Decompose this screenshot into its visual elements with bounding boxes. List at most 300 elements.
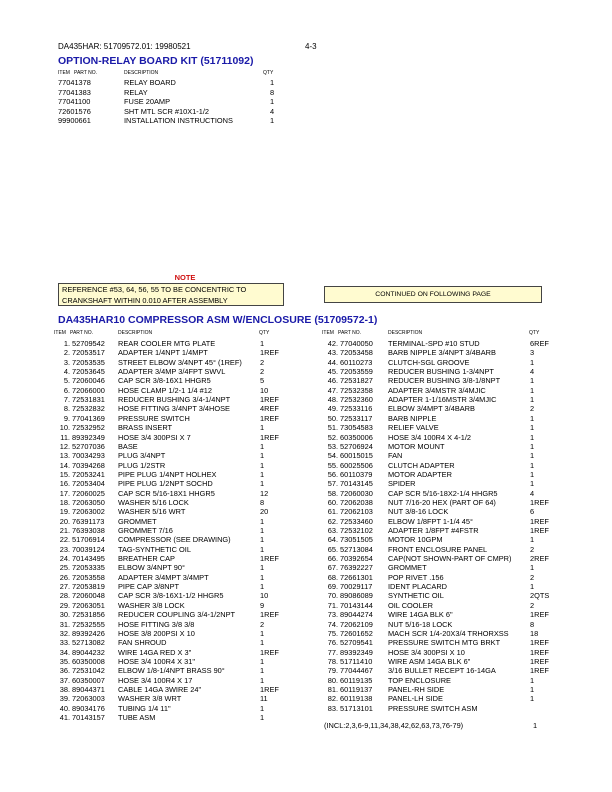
- cell-item: 68.: [327, 572, 338, 582]
- cell-qty: 4: [270, 106, 275, 116]
- table-row: [322, 348, 557, 357]
- cell-qty: 1REF: [260, 610, 279, 620]
- cell-qty: 1: [260, 666, 265, 676]
- cell-part: 77041369: [72, 413, 105, 423]
- cell-part: 72063002: [72, 507, 105, 517]
- cell-desc: FAN: [388, 451, 403, 461]
- cell-item: 52.: [327, 432, 338, 442]
- cell-desc: ADAPTER 3/4MPT 3/4MPT: [118, 572, 209, 582]
- cell-item: 53.: [327, 441, 338, 451]
- table-row: [322, 358, 557, 367]
- table-row: [54, 573, 289, 582]
- cell-part: 77041100: [58, 97, 91, 106]
- cell-part: 72053558: [72, 572, 105, 582]
- cell-qty: 2: [530, 572, 535, 582]
- note-label: NOTE: [174, 273, 196, 282]
- cell-item: 79.: [327, 666, 338, 676]
- cell-part: 89086089: [340, 591, 373, 601]
- table-row: [322, 507, 557, 516]
- cell-qty: 1REF: [260, 647, 279, 657]
- cell-qty: 1: [260, 656, 265, 666]
- cell-part: 60110273: [340, 357, 373, 367]
- cell-desc: PLUG 1/2STR: [118, 460, 166, 470]
- cell-item: 65.: [327, 544, 338, 554]
- cell-qty: 1: [530, 385, 535, 395]
- cell-part: 72062109: [340, 619, 373, 629]
- cell-part: 70034293: [72, 451, 105, 461]
- cell-desc: WASHER 5/16 LOCK: [118, 497, 189, 507]
- cell-part: 72053241: [72, 469, 105, 479]
- table-row: [322, 676, 557, 685]
- cell-qty: 1REF: [530, 497, 549, 507]
- cell-desc: REDUCER COUPLING 3/4-1/2NPT: [118, 610, 236, 620]
- cell-part: 72053404: [72, 479, 105, 489]
- table-row: [322, 339, 557, 348]
- table-row: [54, 620, 289, 629]
- cell-item: 34.: [59, 647, 70, 657]
- cell-desc: REDUCER BUSHING 3/4-1/4NPT: [118, 395, 231, 405]
- cell-desc: HOSE 3/4 100R4 X 31": [118, 656, 195, 666]
- cell-qty: 1: [270, 97, 275, 106]
- cell-part: 72532358: [340, 385, 373, 395]
- table-row: [54, 545, 289, 554]
- cell-item: 55.: [327, 460, 338, 470]
- cell-part: 72531827: [340, 376, 373, 386]
- cell-item: 20.: [59, 516, 70, 526]
- document-id: DA435HAR: 51709572.01: 19980521: [58, 42, 191, 51]
- cell-item: 26.: [59, 572, 70, 582]
- cell-part: 51713101: [340, 703, 373, 713]
- cell-desc: SYNTHETIC OIL: [388, 591, 444, 601]
- cell-desc: ADAPTER 1/4NPT 1/4MPT: [118, 348, 208, 358]
- table-row: [54, 507, 289, 516]
- table-row: [322, 601, 557, 610]
- table-row: [54, 535, 289, 544]
- cell-qty: 1: [260, 582, 265, 592]
- cell-item: 37.: [59, 675, 70, 685]
- table-row: [54, 470, 289, 479]
- cell-qty: 2QTS: [530, 591, 550, 601]
- table-row: [322, 573, 557, 582]
- cell-item: 16.: [59, 479, 70, 489]
- cell-item: 70.: [327, 591, 338, 601]
- cell-desc: COMPRESSOR (SEE DRAWING): [118, 535, 231, 545]
- table-row: [54, 479, 289, 488]
- col-item: ITEM: [54, 330, 66, 336]
- document-header: [58, 42, 317, 51]
- table-row: [54, 517, 289, 526]
- cell-desc: HOSE 3/4 300PSI X 10: [388, 647, 465, 657]
- table-row: [54, 451, 289, 460]
- table-row: [322, 704, 557, 713]
- cell-item: 36.: [59, 666, 70, 676]
- cell-qty: 1: [530, 694, 535, 704]
- table-row: [322, 526, 557, 535]
- cell-item: 48.: [327, 395, 338, 405]
- cell-item: 62.: [327, 516, 338, 526]
- cell-desc: CLUTCH ADAPTER: [388, 460, 455, 470]
- cell-part: 60015015: [340, 451, 373, 461]
- cell-part: 72062038: [340, 497, 373, 507]
- cell-part: 72532952: [72, 423, 105, 433]
- table-row: [322, 666, 557, 675]
- cell-qty: 4: [530, 367, 535, 377]
- cell-qty: 1: [260, 713, 265, 722]
- cell-part: 60119138: [340, 694, 373, 704]
- footnote-row: [324, 721, 554, 730]
- cell-desc: CLUTCH-SGL GROOVE: [388, 357, 470, 367]
- cell-item: 6.: [63, 385, 70, 395]
- cell-qty: 8: [270, 87, 275, 97]
- table-row: [322, 386, 557, 395]
- cell-desc: GROMMET 7/16: [118, 526, 173, 535]
- cell-part: 72060048: [72, 591, 105, 601]
- cell-desc: PRESSURE SWITCH MTG BRKT: [388, 638, 501, 648]
- cell-desc: HOSE 3/8 200PSI X 10: [118, 628, 195, 638]
- cell-qty: 1: [530, 357, 535, 367]
- table-row: [322, 535, 557, 544]
- cell-item: 42.: [327, 339, 338, 348]
- footnote-text: (INCL:2,3,6-9,11,34,38,42,62,63,73,76-79): [324, 721, 464, 730]
- cell-qty: 1REF: [530, 526, 549, 535]
- compressor-title: DA435HAR10 COMPRESSOR ASM W/ENCLOSURE (51709572-1): [58, 314, 378, 326]
- table-row: [54, 554, 289, 563]
- cell-desc: BASE: [118, 441, 138, 451]
- cell-item: 30.: [59, 610, 70, 620]
- table-row: [54, 376, 289, 385]
- cell-part: 77041378: [58, 78, 91, 87]
- cell-qty: 1: [530, 479, 535, 489]
- cell-part: 72532360: [340, 395, 373, 405]
- cell-item: 82.: [327, 694, 338, 704]
- cell-item: 9.: [63, 413, 70, 423]
- cell-part: 72060046: [72, 376, 105, 386]
- col-desc: DESCRIPTION: [388, 330, 423, 336]
- cell-desc: TUBING 1/4 11": [118, 703, 171, 713]
- table-row: [322, 563, 557, 572]
- table-row: [322, 433, 557, 442]
- cell-qty: 1: [260, 628, 265, 638]
- cell-part: 72060030: [340, 488, 373, 498]
- cell-item: 61.: [327, 507, 338, 517]
- table-row: [54, 461, 289, 470]
- cell-item: 58.: [327, 488, 338, 498]
- cell-desc: PANEL-RH SIDE: [388, 684, 445, 694]
- cell-part: 73054583: [340, 423, 373, 433]
- cell-part: 60119137: [340, 684, 373, 694]
- cell-desc: NUT 7/16-20 HEX (PART OF 64): [388, 497, 496, 507]
- cell-desc: HOSE CLAMP 1/2-1 1/4 #12: [118, 385, 212, 395]
- cell-item: 17.: [59, 488, 70, 498]
- cell-item: 40.: [59, 703, 70, 713]
- kit-col-part: PART NO.: [74, 70, 98, 76]
- cell-desc: ELBOW 3/4MPT 3/4BARB: [388, 404, 475, 414]
- table-row: [54, 395, 289, 404]
- cell-desc: CABLE 14GA 3WIRE 24": [118, 684, 202, 694]
- cell-qty: 1: [530, 675, 535, 685]
- cell-desc: TAG-SYNTHETIC OIL: [118, 544, 191, 554]
- cell-desc: HOSE FITTING 3/4NPT 3/4HOSE: [118, 404, 230, 414]
- table-row: [54, 666, 289, 675]
- table-row: [322, 620, 557, 629]
- cell-item: 38.: [59, 684, 70, 694]
- cell-part: 52713084: [340, 544, 373, 554]
- cell-qty: 1REF: [530, 516, 549, 526]
- cell-part: 51706914: [72, 535, 105, 545]
- cell-desc: TOP ENCLOSURE: [388, 675, 451, 685]
- cell-desc: SHT MTL SCR #10X1-1/2: [124, 106, 210, 116]
- table-row: [58, 107, 293, 116]
- table-row: [322, 414, 557, 423]
- table-row: [58, 97, 293, 106]
- cell-item: 43.: [327, 348, 338, 358]
- cell-desc: BREATHER CAP: [118, 554, 175, 564]
- compressor-column-headers-left: [54, 330, 284, 337]
- table-row: [322, 451, 557, 460]
- cell-desc: ADAPTER 3/4MSTR 3/4MJIC: [388, 385, 486, 395]
- cell-part: 89044274: [340, 610, 373, 620]
- cell-desc: CAP(NOT SHOWN-PART OF CMPR): [388, 554, 512, 564]
- table-row: [54, 423, 289, 432]
- cell-desc: TUBE ASM: [118, 713, 156, 722]
- cell-desc: GROMMET: [118, 516, 157, 526]
- kit-col-desc: DESCRIPTION: [124, 70, 159, 76]
- cell-part: 72053335: [72, 563, 105, 573]
- cell-qty: 1: [530, 563, 535, 573]
- cell-qty: 1REF: [260, 554, 279, 564]
- cell-qty: 1: [530, 535, 535, 545]
- cell-qty: 1: [260, 544, 265, 554]
- cell-item: 33.: [59, 638, 70, 648]
- cell-desc: HOSE FITTING 3/8 3/8: [118, 619, 195, 629]
- cell-desc: PANEL-LH SIDE: [388, 694, 443, 704]
- cell-desc: CAP SCR 3/8-16X1-1/2 HHGR5: [118, 591, 224, 601]
- cell-part: 72601652: [340, 628, 373, 638]
- cell-part: 52706924: [340, 441, 373, 451]
- table-row: [54, 526, 289, 535]
- cell-item: 41.: [59, 713, 70, 722]
- note-box: [58, 283, 284, 306]
- cell-desc: BARB NIPPLE 3/4NPT 3/4BARB: [388, 348, 496, 358]
- cell-part: 77044467: [340, 666, 373, 676]
- cell-desc: FRONT ENCLOSURE PANEL: [388, 544, 488, 554]
- cell-qty: 3: [530, 348, 535, 358]
- cell-item: 54.: [327, 451, 338, 461]
- cell-part: 52709542: [72, 339, 105, 348]
- cell-item: 66.: [327, 554, 338, 564]
- cell-qty: 8: [260, 497, 265, 507]
- footnote-qty: 1: [533, 721, 538, 730]
- cell-desc: POP RIVET .156: [388, 572, 444, 582]
- cell-qty: 2: [260, 367, 265, 377]
- cell-part: 51711410: [340, 656, 373, 666]
- cell-qty: 1: [530, 460, 535, 470]
- cell-qty: 10: [260, 385, 269, 395]
- cell-desc: NUT 5/16-18 LOCK: [388, 619, 453, 629]
- cell-item: 45.: [327, 367, 338, 377]
- cell-part: 72601576: [58, 106, 91, 116]
- cell-qty: 1: [530, 582, 535, 592]
- cell-part: 70143145: [340, 479, 373, 489]
- cell-desc: REDUCER BUSHING 1-3/4NPT: [388, 367, 494, 377]
- cell-item: 44.: [327, 357, 338, 367]
- cell-qty: 1: [260, 479, 265, 489]
- cell-desc: REAR COOLER MTG PLATE: [118, 339, 216, 348]
- cell-qty: 1: [270, 78, 275, 87]
- cell-item: 23.: [59, 544, 70, 554]
- cell-item: 7.: [63, 395, 70, 405]
- continued-notice: CONTINUED ON FOLLOWING PAGE: [324, 286, 542, 303]
- cell-item: 5.: [63, 376, 70, 386]
- cell-qty: 4: [530, 488, 535, 498]
- table-row: [322, 404, 557, 413]
- cell-item: 35.: [59, 656, 70, 666]
- cell-qty: 1: [270, 116, 275, 125]
- cell-qty: 1: [530, 413, 535, 423]
- cell-qty: 1: [260, 638, 265, 648]
- cell-qty: 2: [530, 544, 535, 554]
- cell-desc: WASHER 5/16 WRT: [118, 507, 186, 517]
- table-row: [322, 694, 557, 703]
- cell-item: 12.: [59, 441, 70, 451]
- cell-part: 89392349: [72, 432, 105, 442]
- cell-item: 78.: [327, 656, 338, 666]
- cell-item: 74.: [327, 619, 338, 629]
- cell-qty: 1: [530, 432, 535, 442]
- cell-qty: 1: [530, 395, 535, 405]
- cell-desc: TERMINAL-SPD #10 STUD: [388, 339, 480, 348]
- cell-item: 76.: [327, 638, 338, 648]
- cell-qty: 5: [260, 376, 265, 386]
- cell-desc: FUSE 20AMP: [124, 97, 171, 106]
- cell-qty: 1REF: [260, 348, 279, 358]
- table-row: [54, 582, 289, 591]
- table-row: [322, 582, 557, 591]
- cell-part: 76391173: [72, 516, 105, 526]
- cell-desc: ADAPTER 3/4MP 3/4FPT SWVL: [118, 367, 226, 377]
- table-row: [322, 648, 557, 657]
- cell-qty: 1: [260, 469, 265, 479]
- cell-item: 14.: [59, 460, 70, 470]
- cell-qty: 1REF: [530, 638, 549, 648]
- cell-qty: 1REF: [260, 395, 279, 405]
- table-row: [54, 414, 289, 423]
- cell-item: 81.: [327, 684, 338, 694]
- cell-part: 72063051: [72, 600, 105, 610]
- cell-qty: 10: [260, 591, 269, 601]
- cell-part: 89044232: [72, 647, 105, 657]
- cell-part: 99900661: [58, 116, 91, 125]
- cell-qty: 1: [260, 675, 265, 685]
- table-row: [54, 433, 289, 442]
- table-row: [54, 648, 289, 657]
- cell-desc: GROMMET: [388, 563, 427, 573]
- cell-qty: 1: [530, 441, 535, 451]
- cell-item: 63.: [327, 526, 338, 535]
- table-row: [322, 629, 557, 638]
- cell-part: 72533460: [340, 516, 373, 526]
- table-row: [54, 358, 289, 367]
- cell-qty: 1: [260, 535, 265, 545]
- cell-item: 24.: [59, 554, 70, 564]
- cell-desc: ELBOW 1/8-1/4NPT BRASS 90°: [118, 666, 225, 676]
- cell-part: 72533117: [340, 413, 373, 423]
- table-row: [54, 339, 289, 348]
- cell-item: 47.: [327, 385, 338, 395]
- col-part: PART NO.: [70, 330, 94, 336]
- cell-desc: NUT 3/8-16 LOCK: [388, 507, 449, 517]
- table-row: [54, 704, 289, 713]
- table-row: [322, 479, 557, 488]
- cell-part: 72532102: [340, 526, 373, 535]
- cell-part: 60350007: [72, 675, 105, 685]
- cell-desc: MOTOR MOUNT: [388, 441, 445, 451]
- cell-part: 72532555: [72, 619, 105, 629]
- kit-title: OPTION-RELAY BOARD KIT (51711092): [58, 55, 254, 67]
- table-row: [58, 88, 293, 97]
- cell-qty: 2: [530, 600, 535, 610]
- cell-qty: 1: [260, 339, 265, 348]
- cell-item: 49.: [327, 404, 338, 414]
- table-row: [54, 563, 289, 572]
- cell-qty: 1: [260, 460, 265, 470]
- cell-part: 72063003: [72, 694, 105, 704]
- cell-part: 70394268: [72, 460, 105, 470]
- cell-item: 73.: [327, 610, 338, 620]
- cell-part: 72062103: [340, 507, 373, 517]
- cell-desc: HOSE 3/4 100R4 X 17: [118, 675, 193, 685]
- table-row: [322, 610, 557, 619]
- cell-item: 31.: [59, 619, 70, 629]
- cell-desc: IDENT PLACARD: [388, 582, 448, 592]
- cell-desc: PRESSURE SWITCH: [118, 413, 190, 423]
- cell-part: 72053535: [72, 357, 105, 367]
- cell-part: 72053517: [72, 348, 105, 358]
- cell-item: 18.: [59, 497, 70, 507]
- cell-item: 67.: [327, 563, 338, 573]
- cell-qty: 1: [260, 516, 265, 526]
- cell-item: 77.: [327, 647, 338, 657]
- cell-qty: 1REF: [530, 656, 549, 666]
- cell-item: 56.: [327, 469, 338, 479]
- cell-qty: 6: [530, 507, 535, 517]
- cell-qty: 8: [530, 619, 535, 629]
- cell-part: 72533116: [340, 404, 373, 414]
- cell-part: 60110379: [340, 469, 373, 479]
- cell-desc: FAN SHROUD: [118, 638, 167, 648]
- cell-desc: INSTALLATION INSTRUCTIONS: [124, 116, 233, 125]
- cell-item: 19.: [59, 507, 70, 517]
- cell-qty: 2: [530, 404, 535, 414]
- cell-qty: 1REF: [260, 432, 279, 442]
- cell-part: 89392426: [72, 628, 105, 638]
- table-row: [322, 591, 557, 600]
- cell-part: 60025506: [340, 460, 373, 470]
- cell-desc: PRESSURE SWITCH ASM: [388, 703, 478, 713]
- cell-part: 60350006: [340, 432, 373, 442]
- cell-item: 75.: [327, 628, 338, 638]
- table-row: [322, 685, 557, 694]
- cell-qty: 2: [260, 357, 265, 367]
- cell-desc: MOTOR ADAPTER: [388, 469, 452, 479]
- cell-item: 11.: [60, 432, 70, 442]
- cell-desc: ADAPTER 1-1/16MSTR 3/4MJIC: [388, 395, 497, 405]
- table-row: [322, 554, 557, 563]
- table-row: [322, 517, 557, 526]
- table-row: [54, 489, 289, 498]
- cell-qty: 1REF: [260, 684, 279, 694]
- page-number: 4-3: [305, 42, 317, 51]
